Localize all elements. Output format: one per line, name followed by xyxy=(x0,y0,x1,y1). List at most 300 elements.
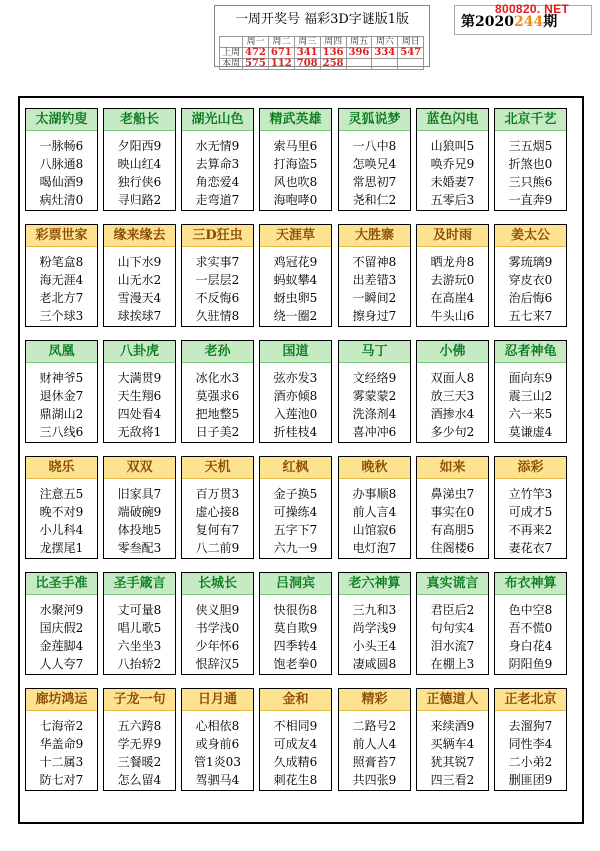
riddle-line: 防七对7 xyxy=(39,773,84,787)
riddle-line: 双面人8 xyxy=(430,371,475,385)
card-lines xyxy=(182,717,253,789)
riddle-line: 冰化水3 xyxy=(195,371,240,385)
riddle-line: 尚学浅9 xyxy=(352,621,397,635)
riddle-card xyxy=(103,688,176,791)
riddle-line: 人人夸7 xyxy=(39,657,84,671)
card-title: 凤凰 xyxy=(26,341,97,363)
riddle-line: 旧家具7 xyxy=(117,487,162,501)
draw-number: 575 xyxy=(243,59,269,70)
riddle-line: 可成才5 xyxy=(508,505,553,519)
issue-number: 244 xyxy=(513,14,544,30)
riddle-line: 雾蒙蒙2 xyxy=(352,389,397,403)
card-lines xyxy=(495,485,566,557)
draw-number: 136 xyxy=(320,48,346,59)
riddle-line: 治后悔6 xyxy=(508,291,553,305)
draw-number: 396 xyxy=(346,48,372,59)
riddle-line: 龙摆尾1 xyxy=(39,541,84,555)
header-title: 一周开奖号 福彩3D字谜版1版 xyxy=(234,12,410,27)
riddle-card xyxy=(338,340,411,443)
riddle-line: 未婚妻7 xyxy=(430,175,475,189)
riddle-line: 莫强求6 xyxy=(195,389,240,403)
day-cell: 周一 xyxy=(243,37,269,48)
card-lines xyxy=(104,601,175,673)
weekly-results-table xyxy=(219,36,424,70)
riddle-line: 粉笔盒8 xyxy=(39,255,84,269)
riddle-line: 常思初7 xyxy=(352,175,397,189)
riddle-line: 折桂枝4 xyxy=(273,425,318,439)
riddle-line: 可操练4 xyxy=(273,505,318,519)
riddle-line: 驾驷马4 xyxy=(195,773,240,787)
weekly-results-panel xyxy=(214,5,430,67)
card-title: 比圣手准 xyxy=(26,573,97,595)
riddle-line: 不反悔6 xyxy=(195,291,240,305)
riddle-line: 虚心接8 xyxy=(195,505,240,519)
riddle-card xyxy=(494,224,567,327)
riddle-line: 六坐坐3 xyxy=(117,639,162,653)
riddle-line: 震三山2 xyxy=(508,389,553,403)
card-title: 正老北京 xyxy=(495,689,566,711)
card-title: 姜太公 xyxy=(495,225,566,247)
riddle-line: 四处看4 xyxy=(117,407,162,421)
riddle-card xyxy=(259,224,332,327)
riddle-line: 入莲池0 xyxy=(273,407,318,421)
riddle-line: 夕阳西9 xyxy=(117,139,162,153)
riddle-line: 八二前9 xyxy=(195,541,240,555)
riddle-line: 出差错3 xyxy=(352,273,397,287)
day-cell: 周五 xyxy=(346,37,372,48)
riddle-line: 十二属3 xyxy=(39,755,84,769)
riddle-card xyxy=(25,688,98,791)
riddle-line: 五六跨8 xyxy=(117,719,162,733)
card-lines xyxy=(495,137,566,209)
riddle-line: 管1炎03 xyxy=(194,755,241,769)
riddle-line: 百万贯3 xyxy=(195,487,240,501)
card-title: 子龙一句 xyxy=(104,689,175,711)
card-title: 八卦虎 xyxy=(104,341,175,363)
riddle-line: 八抬轿2 xyxy=(117,657,162,671)
card-title: 精彩 xyxy=(339,689,410,711)
riddle-line: 久成精6 xyxy=(273,755,318,769)
riddle-line: 三只熊6 xyxy=(508,175,553,189)
riddle-line: 折煞也0 xyxy=(508,157,553,171)
card-title: 天机 xyxy=(182,457,253,479)
card-title: 添彩 xyxy=(495,457,566,479)
riddle-line: 凄咸圆8 xyxy=(352,657,397,671)
riddle-card xyxy=(259,572,332,675)
riddle-card xyxy=(494,572,567,675)
riddle-line: 学无界9 xyxy=(117,737,162,751)
card-lines xyxy=(495,717,566,789)
riddle-line: 八脉通8 xyxy=(39,157,84,171)
riddle-card xyxy=(181,688,254,791)
card-lines xyxy=(260,137,331,209)
card-lines xyxy=(417,485,488,557)
riddle-line: 鸡冠花9 xyxy=(273,255,318,269)
card-lines xyxy=(260,369,331,441)
riddle-line: 六一来5 xyxy=(508,407,553,421)
card-lines xyxy=(339,485,410,557)
riddle-line: 索马里6 xyxy=(273,139,318,153)
card-title: 灵狐说梦 xyxy=(339,109,410,131)
card-lines xyxy=(417,717,488,789)
card-title: 正德道人 xyxy=(417,689,488,711)
riddle-line: 三八线6 xyxy=(39,425,84,439)
riddle-card xyxy=(103,456,176,559)
card-title: 双双 xyxy=(104,457,175,479)
riddle-line: 不相同9 xyxy=(273,719,318,733)
riddle-line: 山狼叫5 xyxy=(430,139,475,153)
riddle-line: 弦亦发3 xyxy=(273,371,318,385)
riddle-line: 把地整5 xyxy=(195,407,240,421)
riddle-line: 五字下7 xyxy=(273,523,318,537)
riddle-line: 前人言4 xyxy=(352,505,397,519)
card-title: 老船长 xyxy=(104,109,175,131)
card-title: 廊坊鸿运 xyxy=(26,689,97,711)
riddle-line: 山馆寂6 xyxy=(352,523,397,537)
card-title: 老孙 xyxy=(182,341,253,363)
riddle-card xyxy=(181,456,254,559)
card-title: 缘来缘去 xyxy=(104,225,175,247)
draw-number: 472 xyxy=(243,48,269,59)
riddle-line: 退休金7 xyxy=(39,389,84,403)
riddle-line: 晚不对9 xyxy=(39,505,84,519)
riddle-card xyxy=(338,456,411,559)
riddle-line: 有高朋5 xyxy=(430,523,475,537)
last-week-row xyxy=(220,48,424,59)
riddle-line: 五零后3 xyxy=(430,193,475,207)
riddle-line: 饱老拳0 xyxy=(273,657,318,671)
riddle-line: 独行侠6 xyxy=(117,175,162,189)
card-lines xyxy=(495,601,566,673)
issue-prefix: 第2020 xyxy=(461,14,514,30)
riddle-line: 去游玩0 xyxy=(430,273,475,287)
riddle-line: 在高崖4 xyxy=(430,291,475,305)
card-title: 忍者神龟 xyxy=(495,341,566,363)
riddle-line: 映山红4 xyxy=(117,157,162,171)
riddle-line: 大满贯9 xyxy=(117,371,162,385)
riddle-line: 端破碗9 xyxy=(117,505,162,519)
riddle-line: 鼎湖山2 xyxy=(39,407,84,421)
riddle-card xyxy=(25,340,98,443)
riddle-card xyxy=(338,572,411,675)
riddle-line: 喜冲冲6 xyxy=(352,425,397,439)
card-title: 吕洞宾 xyxy=(260,573,331,595)
riddle-line: 雾琉璃9 xyxy=(508,255,553,269)
draw-number xyxy=(346,59,372,70)
riddle-line: 洗涤剂4 xyxy=(352,407,397,421)
card-lines xyxy=(182,369,253,441)
riddle-line: 寻归路2 xyxy=(117,193,162,207)
riddle-line: 五七来7 xyxy=(508,309,553,323)
riddle-line: 酒掺水4 xyxy=(430,407,475,421)
riddle-card xyxy=(25,456,98,559)
day-cell: 周三 xyxy=(294,37,320,48)
riddle-card xyxy=(494,340,567,443)
riddle-line: 删匪团9 xyxy=(508,773,553,787)
card-lines xyxy=(339,369,410,441)
riddle-line: 少年怀6 xyxy=(195,639,240,653)
riddle-line: 电灯泡7 xyxy=(352,541,397,555)
riddle-card xyxy=(25,572,98,675)
riddle-line: 久驻情8 xyxy=(195,309,240,323)
riddle-line: 办事顺8 xyxy=(352,487,397,501)
weekly-days-row xyxy=(220,37,424,48)
riddle-line: 同性李4 xyxy=(508,737,553,751)
riddle-card xyxy=(416,572,489,675)
riddle-line: 刺花生8 xyxy=(273,773,318,787)
card-title: 蓝色闪电 xyxy=(417,109,488,131)
day-cell: 周六 xyxy=(372,37,398,48)
draw-number: 112 xyxy=(268,59,294,70)
riddle-line: 球挨球7 xyxy=(117,309,162,323)
card-lines xyxy=(104,253,175,325)
riddle-line: 水聚河9 xyxy=(39,603,84,617)
riddle-line: 可成友4 xyxy=(273,737,318,751)
riddle-line: 华盖命9 xyxy=(39,737,84,751)
card-title: 金和 xyxy=(260,689,331,711)
riddle-line: 零叁配3 xyxy=(117,541,162,555)
riddle-card xyxy=(25,108,98,211)
riddle-line: 前人人4 xyxy=(352,737,397,751)
riddle-line: 事实在0 xyxy=(430,505,475,519)
card-lines xyxy=(104,137,175,209)
card-title: 老六神算 xyxy=(339,573,410,595)
card-title: 太湖钓叟 xyxy=(26,109,97,131)
riddle-line: 雪漫天4 xyxy=(117,291,162,305)
card-lines xyxy=(26,601,97,673)
riddle-line: 六九一9 xyxy=(273,541,318,555)
card-lines xyxy=(260,253,331,325)
card-title: 晓乐 xyxy=(26,457,97,479)
card-lines xyxy=(417,601,488,673)
riddle-card xyxy=(416,456,489,559)
riddle-card xyxy=(103,572,176,675)
riddle-card xyxy=(494,456,567,559)
riddle-line: 去算命3 xyxy=(195,157,240,171)
riddle-line: 金子换5 xyxy=(273,487,318,501)
card-lines xyxy=(260,717,331,789)
draw-number: 258 xyxy=(320,59,346,70)
card-title: 大胜寨 xyxy=(339,225,410,247)
riddle-line: 书学浅0 xyxy=(195,621,240,635)
riddle-line: 君臣后2 xyxy=(430,603,475,617)
riddle-line: 去溜狗7 xyxy=(508,719,553,733)
riddle-line: 阴阳鱼9 xyxy=(508,657,553,671)
riddle-line: 国庆假2 xyxy=(39,621,84,635)
draw-number xyxy=(398,59,424,70)
card-title: 布衣神算 xyxy=(495,573,566,595)
card-lines xyxy=(26,717,97,789)
riddle-card xyxy=(25,224,98,327)
card-title: 晚秋 xyxy=(339,457,410,479)
draw-number: 671 xyxy=(268,48,294,59)
riddle-card xyxy=(181,224,254,327)
riddle-line: 四三看2 xyxy=(430,773,475,787)
riddle-card xyxy=(259,456,332,559)
card-title: 小佛 xyxy=(417,341,488,363)
card-lines xyxy=(417,137,488,209)
card-lines xyxy=(182,137,253,209)
day-cell: 周日 xyxy=(398,37,424,48)
card-title: 北京千艺 xyxy=(495,109,566,131)
riddle-line: 小儿科4 xyxy=(39,523,84,537)
riddle-line: 三九和3 xyxy=(352,603,397,617)
card-title: 日月通 xyxy=(182,689,253,711)
card-title: 及时雨 xyxy=(417,225,488,247)
riddle-line: 不留神8 xyxy=(352,255,397,269)
riddle-card xyxy=(259,108,332,211)
card-lines xyxy=(26,485,97,557)
card-lines xyxy=(182,601,253,673)
riddle-line: 文经络9 xyxy=(352,371,397,385)
riddle-line: 七海帝2 xyxy=(39,719,84,733)
riddle-line: 心相依8 xyxy=(195,719,240,733)
riddle-line: 照膏苔7 xyxy=(352,755,397,769)
riddle-card xyxy=(103,224,176,327)
riddle-line: 面向东9 xyxy=(508,371,553,385)
riddle-line: 蚂蚁攀4 xyxy=(273,273,318,287)
riddle-card xyxy=(338,688,411,791)
card-lines xyxy=(417,253,488,325)
riddle-line: 打海盗5 xyxy=(273,157,318,171)
card-lines xyxy=(495,369,566,441)
card-lines xyxy=(182,253,253,325)
riddle-card xyxy=(181,108,254,211)
day-cell: 周二 xyxy=(268,37,294,48)
this-week-row xyxy=(220,59,424,70)
riddle-grid xyxy=(18,96,584,824)
card-lines xyxy=(339,253,410,325)
riddle-line: 侠义胆9 xyxy=(195,603,240,617)
riddle-line: 身白花4 xyxy=(508,639,553,653)
riddle-line: 海无涯4 xyxy=(39,273,84,287)
riddle-line: 句句实4 xyxy=(430,621,475,635)
riddle-line: 风也吹8 xyxy=(273,175,318,189)
riddle-line: 多少句2 xyxy=(430,425,475,439)
riddle-line: 山无水2 xyxy=(117,273,162,287)
riddle-line: 牛头山6 xyxy=(430,309,475,323)
corner-cell xyxy=(220,37,243,48)
riddle-line: 立竹竿3 xyxy=(508,487,553,501)
row-label: 本周 xyxy=(220,59,243,70)
card-lines xyxy=(495,253,566,325)
card-lines xyxy=(339,137,410,209)
riddle-card xyxy=(338,224,411,327)
card-title: 如来 xyxy=(417,457,488,479)
riddle-line: 擦身过7 xyxy=(352,309,397,323)
card-lines xyxy=(260,601,331,673)
riddle-line: 海咆哮0 xyxy=(273,193,318,207)
row-label: 上周 xyxy=(220,48,243,59)
card-title: 红枫 xyxy=(260,457,331,479)
riddle-line: 金莲脚4 xyxy=(39,639,84,653)
riddle-line: 一瞬间2 xyxy=(352,291,397,305)
card-title: 精武英雄 xyxy=(260,109,331,131)
riddle-line: 怎唤兄4 xyxy=(352,157,397,171)
riddle-card xyxy=(103,340,176,443)
riddle-card xyxy=(259,688,332,791)
day-cell: 周四 xyxy=(320,37,346,48)
card-lines xyxy=(417,369,488,441)
riddle-card xyxy=(103,108,176,211)
riddle-line: 尧和仁2 xyxy=(352,193,397,207)
riddle-line: 放三天3 xyxy=(430,389,475,403)
draw-number: 547 xyxy=(398,48,424,59)
riddle-card xyxy=(416,108,489,211)
riddle-line: 三个球3 xyxy=(39,309,84,323)
riddle-line: 财神爷5 xyxy=(39,371,84,385)
riddle-line: 丈可量8 xyxy=(117,603,162,617)
draw-number: 341 xyxy=(294,48,320,59)
site-watermark: 800820. NET xyxy=(495,2,570,16)
riddle-line: 犹其锐7 xyxy=(430,755,475,769)
issue-suffix: 期 xyxy=(543,14,558,30)
riddle-line: 色中空8 xyxy=(508,603,553,617)
card-title: 圣手箴言 xyxy=(104,573,175,595)
riddle-line: 酒亦倾8 xyxy=(273,389,318,403)
card-lines xyxy=(339,601,410,673)
riddle-line: 小头王4 xyxy=(352,639,397,653)
riddle-line: 一层层2 xyxy=(195,273,240,287)
riddle-card xyxy=(494,108,567,211)
riddle-line: 恨辞汉5 xyxy=(195,657,240,671)
riddle-card xyxy=(338,108,411,211)
riddle-line: 来续酒9 xyxy=(430,719,475,733)
riddle-card xyxy=(181,340,254,443)
riddle-line: 老北方7 xyxy=(39,291,84,305)
riddle-line: 穿皮衣0 xyxy=(508,273,553,287)
riddle-line: 鼻涕虫7 xyxy=(430,487,475,501)
draw-number: 708 xyxy=(294,59,320,70)
card-lines xyxy=(182,485,253,557)
riddle-line: 住阁楼6 xyxy=(430,541,475,555)
riddle-line: 天生翔6 xyxy=(117,389,162,403)
card-title: 天涯草 xyxy=(260,225,331,247)
riddle-line: 病灶清0 xyxy=(39,193,84,207)
riddle-card xyxy=(259,340,332,443)
riddle-card xyxy=(416,224,489,327)
card-title: 湖光山色 xyxy=(182,109,253,131)
riddle-line: 无敌将1 xyxy=(117,425,162,439)
riddle-line: 走弯道7 xyxy=(195,193,240,207)
riddle-line: 在棚上3 xyxy=(430,657,475,671)
card-lines xyxy=(26,137,97,209)
riddle-line: 蚜虫卵5 xyxy=(273,291,318,305)
card-lines xyxy=(104,485,175,557)
riddle-line: 唤乔兄9 xyxy=(430,157,475,171)
riddle-line: 日子美2 xyxy=(195,425,240,439)
riddle-line: 一八中8 xyxy=(352,139,397,153)
riddle-line: 三五烟5 xyxy=(508,139,553,153)
card-title: 国道 xyxy=(260,341,331,363)
card-title: 马丁 xyxy=(339,341,410,363)
card-lines xyxy=(104,369,175,441)
card-lines xyxy=(339,717,410,789)
riddle-line: 吾不慌0 xyxy=(508,621,553,635)
draw-number: 334 xyxy=(372,48,398,59)
riddle-line: 复何有7 xyxy=(195,523,240,537)
riddle-line: 一脉畅6 xyxy=(39,139,84,153)
riddle-line: 一直奔9 xyxy=(508,193,553,207)
riddle-line: 妻花衣7 xyxy=(508,541,553,555)
riddle-line: 怎么留4 xyxy=(117,773,162,787)
riddle-line: 二路号2 xyxy=(352,719,397,733)
riddle-card xyxy=(416,688,489,791)
riddle-line: 莫谦虚4 xyxy=(508,425,553,439)
riddle-line: 唱儿歌5 xyxy=(117,621,162,635)
riddle-line: 泪水流7 xyxy=(430,639,475,653)
riddle-line: 买辆车4 xyxy=(430,737,475,751)
